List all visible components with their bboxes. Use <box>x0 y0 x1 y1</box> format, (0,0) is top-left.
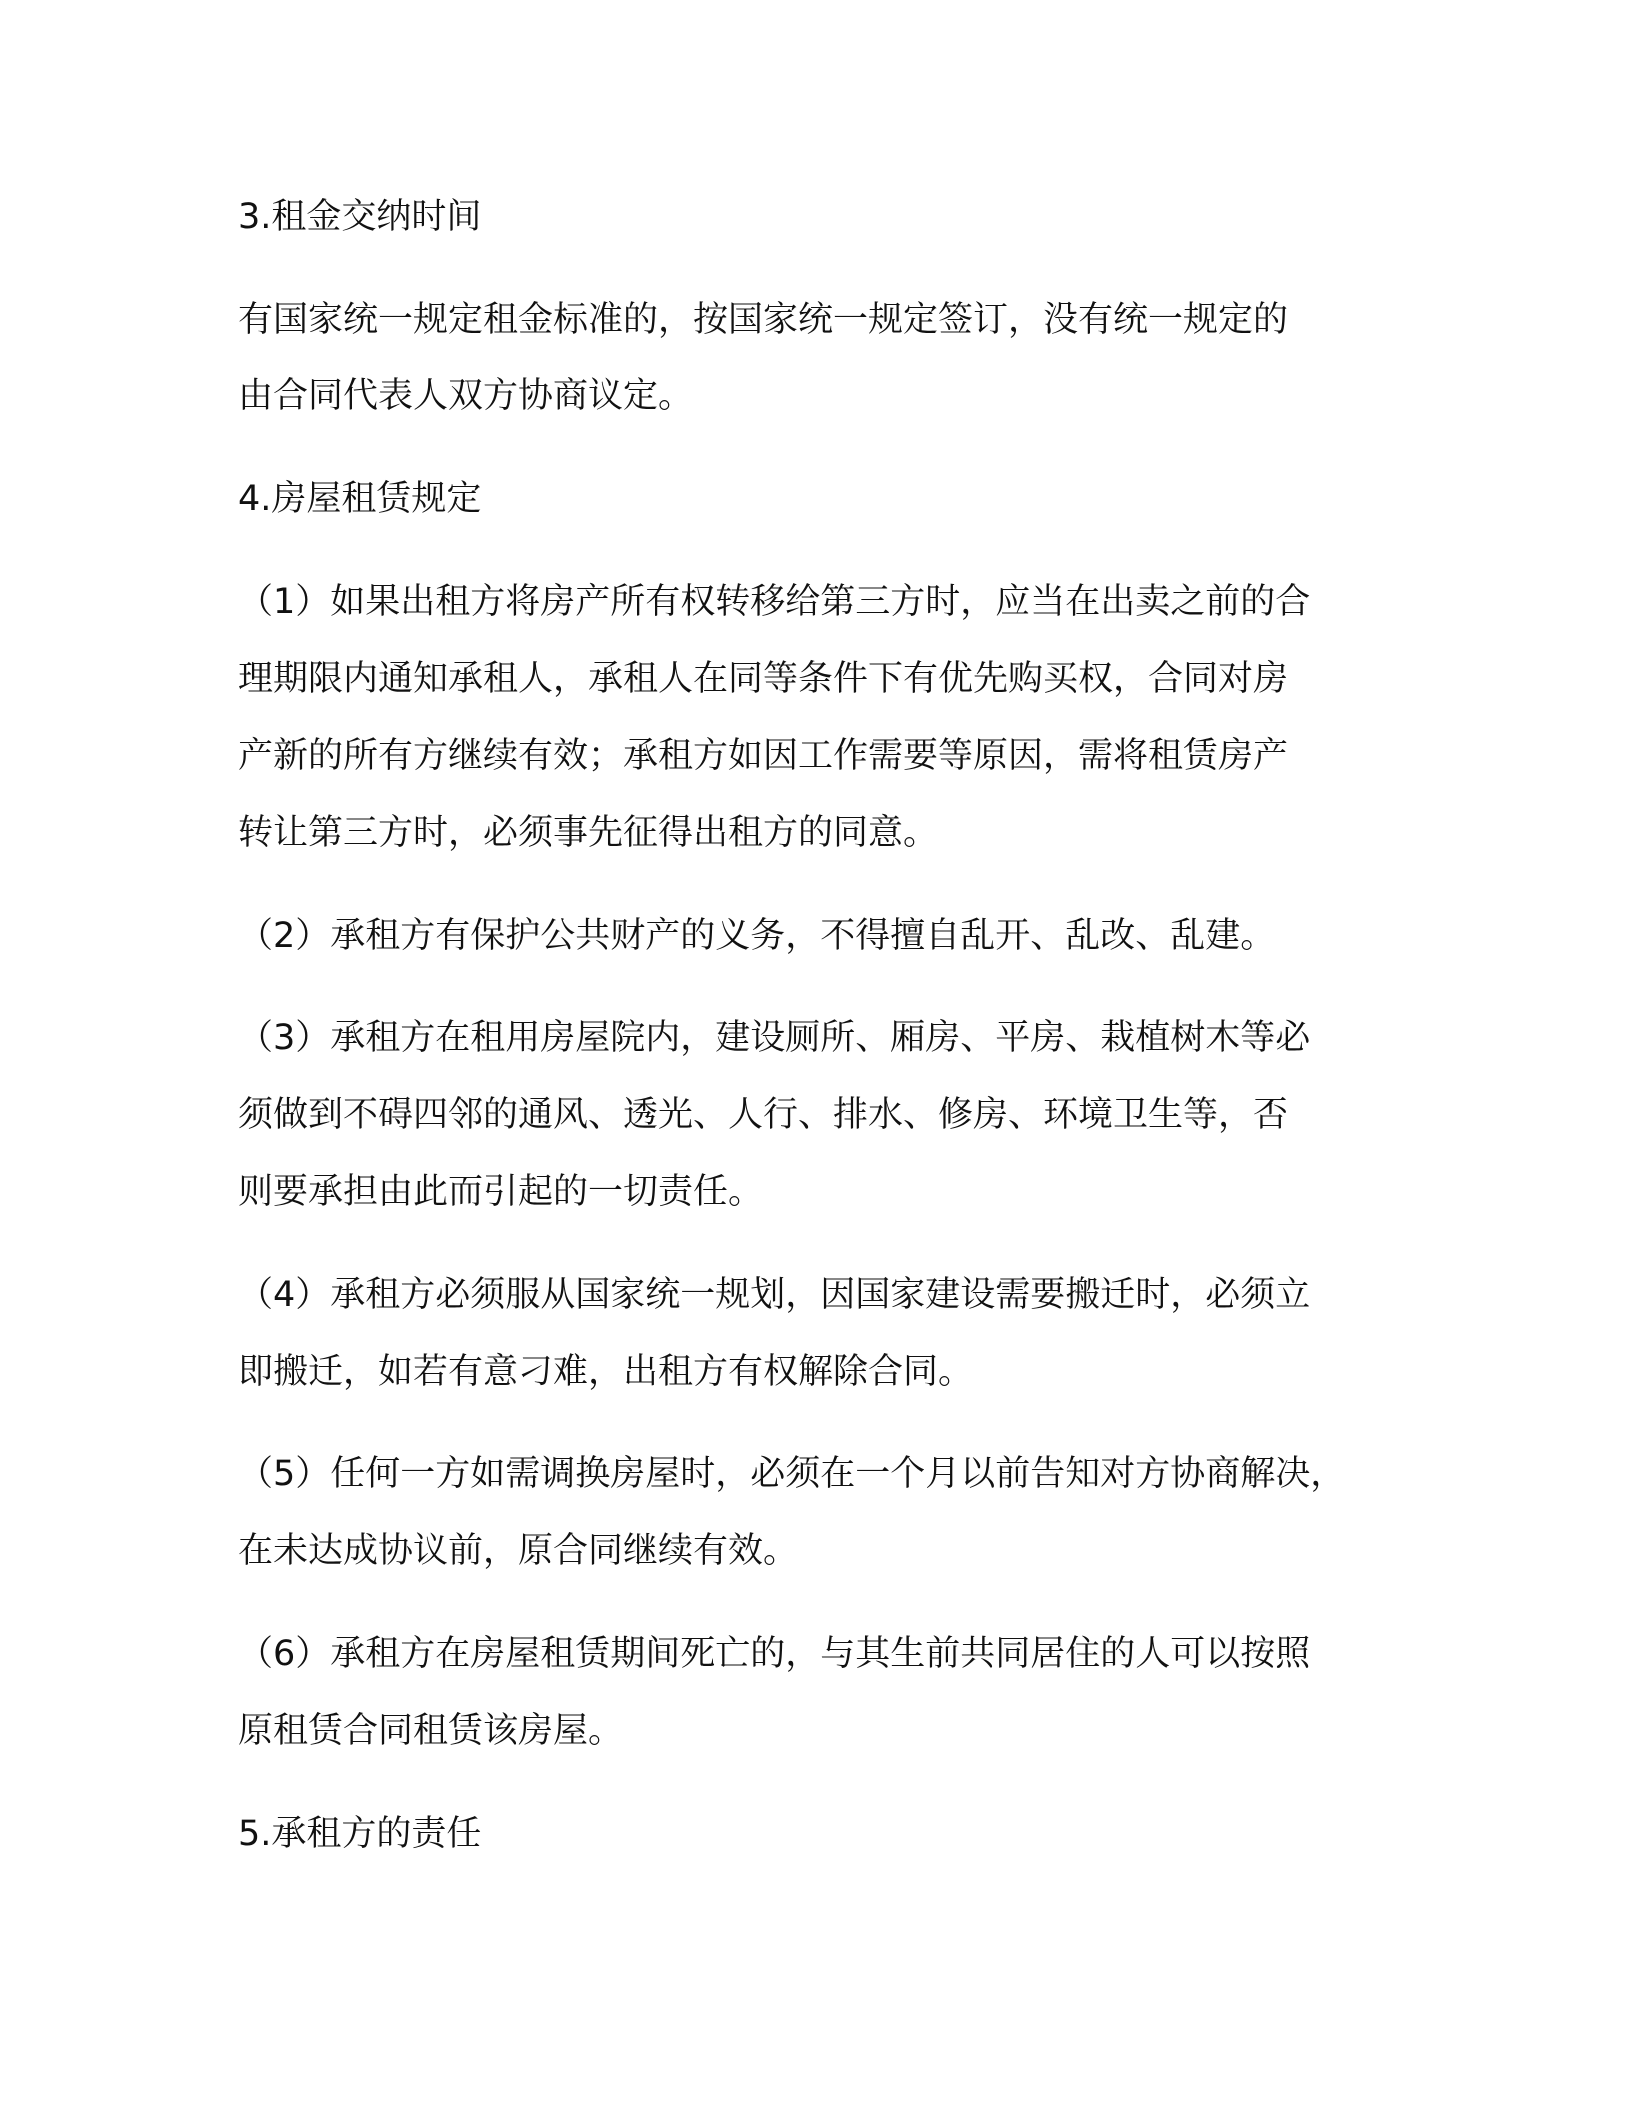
paragraph-line: （4）承租方必须服从国家统一规划，因国家建设需要搬迁时，必须立 <box>238 1275 1311 1315</box>
paragraph-line: 转让第三方时，必须事先征得出租方的同意。 <box>238 813 939 853</box>
paragraph-line: （6）承租方在房屋租赁期间死亡的，与其生前共同居住的人可以按照 <box>238 1634 1311 1674</box>
paragraph-line: 由合同代表人双方协商议定。 <box>238 376 694 416</box>
section-heading-5: 5.承租方的责任 <box>238 1814 482 1854</box>
paragraph-line: 则要承担由此而引起的一切责任。 <box>238 1172 764 1212</box>
paragraph-line: 产新的所有方继续有效；承租方如因工作需要等原因，需将租赁房产 <box>238 736 1289 776</box>
paragraph-line: 须做到不碍四邻的通风、透光、人行、排水、修房、环境卫生等，否 <box>238 1095 1289 1135</box>
section-heading-4: 4.房屋租赁规定 <box>238 479 482 519</box>
section-heading-3: 3.租金交纳时间 <box>238 197 482 237</box>
paragraph-line: （1）如果出租方将房产所有权转移给第三方时，应当在出卖之前的合 <box>238 582 1311 622</box>
paragraph-line: 原租赁合同租赁该房屋。 <box>238 1711 624 1751</box>
paragraph-line: 即搬迁，如若有意刁难，出租方有权解除合同。 <box>238 1352 974 1392</box>
paragraph-line: （2）承租方有保护公共财产的义务，不得擅自乱开、乱改、乱建。 <box>238 916 1276 956</box>
paragraph-line: （5）任何一方如需调换房屋时，必须在一个月以前告知对方协商解决， <box>238 1454 1346 1494</box>
paragraph-line: 有国家统一规定租金标准的，按国家统一规定签订，没有统一规定的 <box>238 300 1289 340</box>
paragraph-line: （3）承租方在租用房屋院内，建设厕所、厢房、平房、栽植树木等必 <box>238 1018 1311 1058</box>
paragraph-line: 理期限内通知承租人，承租人在同等条件下有优先购买权，合同对房 <box>238 659 1289 699</box>
paragraph-line: 在未达成协议前，原合同继续有效。 <box>238 1531 799 1571</box>
